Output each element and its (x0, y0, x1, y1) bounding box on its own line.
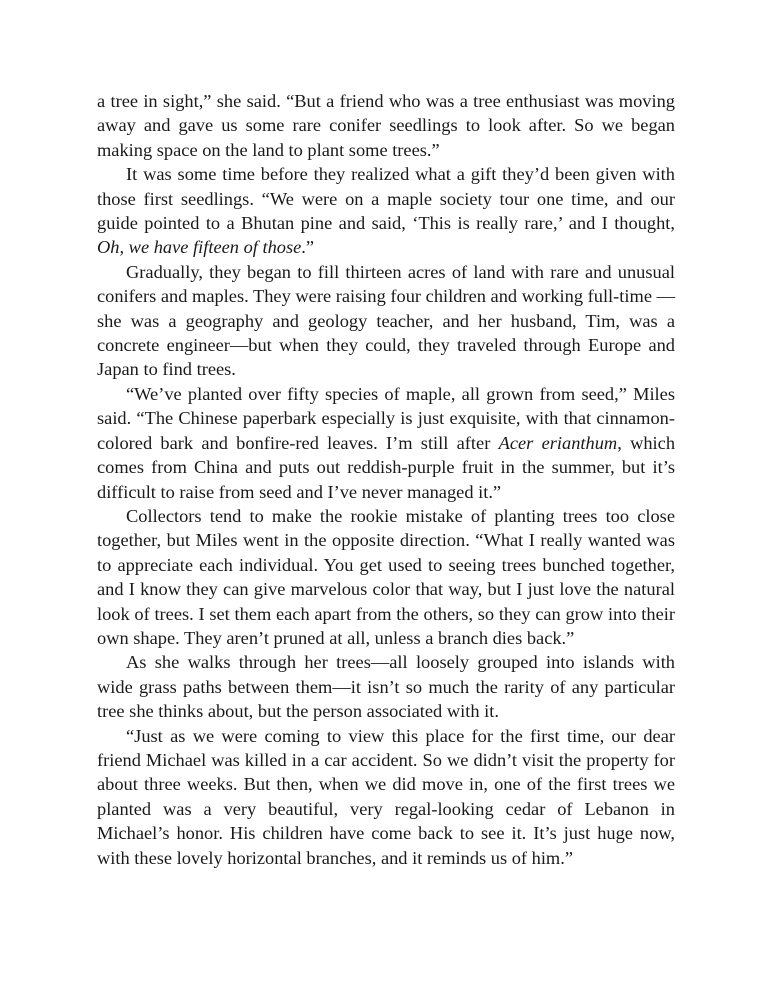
paragraph (97, 89, 675, 162)
text-run: It was some time before they realized what a gift they’d been given with those first seedlings. “We were on a maple society tour one time, and our guide pointed to a Bhutan pine and said, ‘This is really rare,’ and I thought, (97, 164, 675, 234)
text-run: “Just as we were coming to view this place for the first time, our dear friend Michael was killed in a car accident. So we didn’t visit the property for about three weeks. But then, when we did move in, one of the first trees we planted was a very beautiful, very regal-looking cedar of Lebanon in Michael’s honor. His children have come back to see it. It’s just huge now, with these lovely horizontal branches, and it reminds us of him.” (97, 725, 675, 868)
text-run: a tree in sight,” she said. “But a friend who was a tree enthusiast was moving away and gave us some rare conifer seedlings to look after. So we began making space on the land to plant some trees.” (97, 91, 675, 160)
text-run: .” (301, 237, 315, 258)
text-run: Gradually, they began to fill thirteen acres of land with rare and unusual conifers and maples. They were raising four children and working full-time —she was a geography and geology teacher, and her husband, Tim, was a concrete engineer—but when they could, they traveled through Europe and Japan to find trees. (97, 261, 675, 380)
paragraph (97, 382, 675, 504)
paragraph (97, 162, 675, 260)
text-run: Collectors tend to make the rookie mistake of planting trees too close together, but Miles went in the opposite direction. “What I really wanted was to appreciate each individual. You get used to seeing trees bunched together, and I know they can give marvelous color that way, but I just love the natural look of trees. I set them each apart from the others, so they can grow into their own shape. They aren’t pruned at all, unless a branch dies back.” (97, 505, 675, 648)
text-run: “We’ve planted over fifty species of maple, all grown from seed,” Miles said. “The Chinese paperbark especially is just exquisite, with that cinnamon-colored bark and bonfire-red leaves. I’m still after (97, 383, 675, 453)
paragraph (97, 260, 675, 382)
paragraph (97, 724, 675, 870)
text-run: As she walks through her trees—all loosely grouped into islands with wide grass paths between them—it isn’t so much the rarity of any particular tree she thinks about, but the person associated with it. (97, 652, 675, 722)
italic-text-run: Oh, we have fifteen of those (97, 237, 302, 258)
italic-text-run: Acer erianthum (498, 432, 618, 453)
paragraph (97, 504, 675, 650)
body-text (97, 89, 675, 870)
paragraph (97, 650, 675, 723)
text-run: , which comes from China and puts out reddish-purple fruit in the summer, but it’s difficult to raise from seed and I’ve never managed it.” (97, 432, 676, 502)
